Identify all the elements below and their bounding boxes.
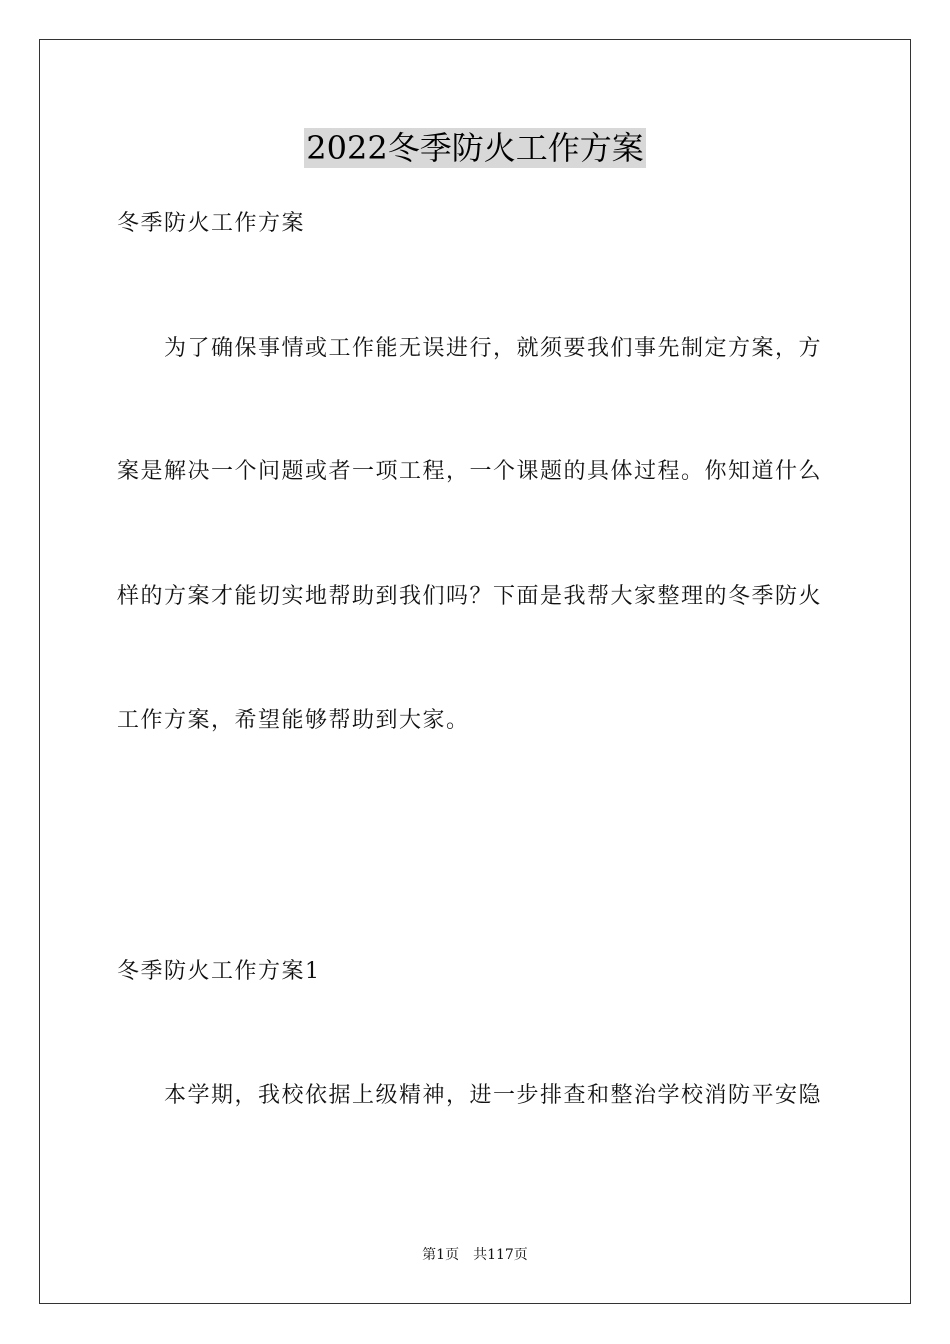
paragraph-line: 工作方案，希望能够帮助到大家。: [117, 708, 470, 733]
section-heading: 冬季防火工作方案1: [117, 959, 321, 984]
document-title: 2022冬季防火工作方案: [306, 129, 644, 167]
paragraph-line: 为了确保事情或工作能无误进行，就须要我们事先制定方案，方: [117, 336, 823, 361]
section-heading: 冬季防火工作方案: [117, 211, 306, 236]
page-footer: 第1页 共117页: [422, 1247, 528, 1263]
paragraph-line: 本学期，我校依据上级精神，进一步排查和整治学校消防平安隐: [117, 1083, 823, 1108]
paragraph-line: 案是解决一个问题或者一项工程，一个课题的具体过程。你知道什么: [117, 459, 823, 484]
paragraph-line: 样的方案才能切实地帮助到我们吗？下面是我帮大家整理的冬季防火: [117, 584, 823, 609]
title-container: [0, 128, 950, 168]
